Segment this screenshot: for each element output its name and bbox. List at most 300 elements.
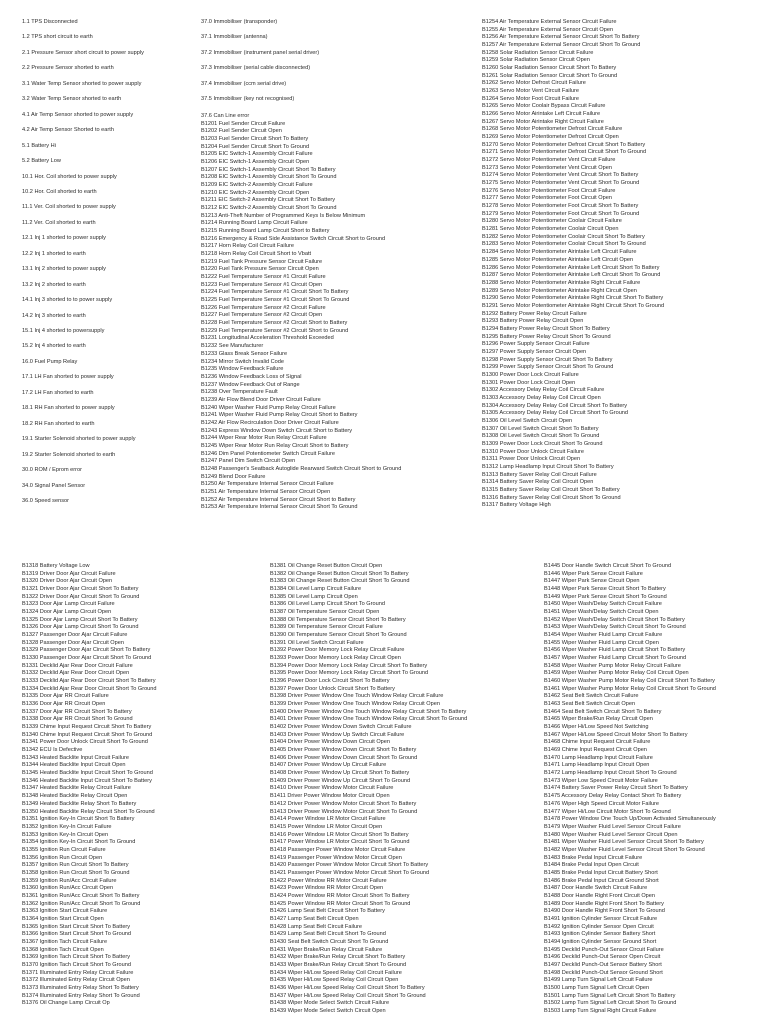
code-line: 10.2 Hor. Coil shorted to earth [22, 188, 97, 195]
code-line: B1273 Servo Motor Potentiometer Vent Circuit Open [482, 164, 612, 171]
code-line: B1391 Oil Level Switch Circuit Failure [270, 639, 364, 646]
code-line: 17.1 LH Fan shorted to power supply [22, 374, 114, 381]
code-line: B1451 Wiper Wash/Delay Switch Circuit Open [544, 609, 659, 616]
code-line: B1400 Driver Power Window One Touch Window Relay Circuit Short To Battery [270, 708, 467, 715]
code-line: B1376 Oil Change Lamp Circuit Op [22, 1000, 110, 1007]
code-line: B1328 Passenger Door Ajar Circuit Open [22, 639, 124, 646]
code-line: B1491 Ignition Cylinder Sensor Circuit Failure [544, 915, 658, 922]
code-line: B1303 Accessory Delay Relay Coil Circuit Open [482, 394, 601, 401]
code-line: 37.4 Immobiliser (ccm serial drive) [201, 80, 287, 87]
code-line: B1494 Ignition Cylinder Sensor Ground Short [544, 938, 657, 945]
code-line: B1226 Fuel Temperature Sensor #2 Circuit Failure [201, 304, 326, 311]
code-line: B1279 Servo Motor Potentiometer Foot Circuit Short To Ground [482, 210, 640, 217]
code-line: B1237 Window Feedback Out of Range [201, 381, 300, 388]
code-line: B1354 Ignition Key-In Circuit Short To Ground [22, 839, 136, 846]
code-line: B1299 Power Supply Sensor Circuit Short To Ground [482, 364, 614, 371]
code-line: B1483 Brake Pedal Input Circuit Failure [544, 854, 643, 861]
code-line: B1240 Wiper Washer Fluid Pump Relay Circuit Failure [201, 404, 336, 411]
code-line: B1259 Solar Radiation Sensor Circuit Open [482, 57, 590, 64]
code-line: B1430 Seat Belt Switch Circuit Short To Ground [270, 938, 389, 945]
code-line: B1275 Servo Motor Potentiometer Vent Circuit Short To Ground [482, 180, 640, 187]
code-line: B1302 Accessory Delay Relay Coil Circuit Failure [482, 387, 605, 394]
code-line: B1243 Express Window Down Switch Circuit Short to Battery [201, 427, 353, 434]
code-line: B1435 Wiper Hi/Low Speed Relay Coil Circuit Open [270, 977, 399, 984]
code-line: B1321 Driver Door Ajar Circuit Short To Battery [22, 586, 139, 593]
code-line: B1231 Longitudinal Acceleration Threshold Exceeded [201, 335, 334, 342]
code-line: B1429 Lamp Seat Belt Circuit Short To Ground [270, 931, 386, 938]
code-line: B1496 Decklid Punch-Out Sensor Open Circuit [544, 954, 661, 961]
code-line: B1502 Lamp Turn Signal Left Circuit Short To Ground [544, 1000, 677, 1007]
code-line: B1382 Oil Change Reset Button Circuit Short To Battery [270, 570, 409, 577]
code-line: B1464 Seat Belt Switch Circuit Short To Battery [544, 708, 662, 715]
code-line: B1460 Wiper Washer Pump Motor Relay Coil Circuit Short To Battery [544, 678, 715, 685]
code-line: 2.2 Pressure Sensor shorted to earth [22, 65, 114, 72]
code-line: B1455 Wiper Washer Fluid Lamp Circuit Open [544, 639, 659, 646]
code-line: B1210 EIC Switch-2 Assembly Circuit Open [201, 189, 310, 196]
code-line: B1426 Lamp Seat Belt Circuit Short To Battery [270, 908, 385, 915]
code-line: B1465 Wiper Brake/Run Relay Circuit Open [544, 716, 653, 723]
code-line: B1363 Ignition Start Circuit Failure [22, 908, 108, 915]
code-line: B1305 Accessory Delay Relay Coil Circuit Short To Ground [482, 410, 629, 417]
code-line: B1487 Door Handle Switch Circuit Failure [544, 885, 648, 892]
code-line: B1215 Running Board Lamp Circuit Short to Battery [201, 228, 330, 235]
code-line: 11.2 Ver. Coil shorted to earth [22, 219, 96, 226]
code-line: B1421 Passenger Power Window Motor Circuit Short To Ground [270, 869, 430, 876]
code-line: B1264 Servo Motor Foot Circuit Failure [482, 95, 579, 102]
code-line: B1327 Passenger Door Ajar Circuit Failure [22, 632, 128, 639]
code-line: B1351 Ignition Key-In Circuit Short To Battery [22, 816, 135, 823]
code-line: B1413 Driver Power Window Motor Circuit Short To Ground [270, 808, 418, 815]
code-line: B1304 Accessory Delay Relay Coil Circuit Short To Battery [482, 402, 628, 409]
code-line: B1265 Servo Motor Coolair Bypass Circuit Failure [482, 103, 606, 110]
section2-right-column [544, 563, 766, 1016]
code-line: B1340 Chime Input Request Circuit Short To Ground [22, 731, 153, 738]
code-line: 3.2 Water Temp Sensor shorted to earth [22, 96, 122, 103]
code-line: B1492 Ignition Cylinder Sensor Open Circuit [544, 923, 654, 930]
code-line: B1437 Wiper Hi/Low Speed Relay Coil Circuit Short To Ground [270, 992, 426, 999]
code-line: B1344 Heated Backlite Input Circuit Open [22, 762, 126, 769]
code-line: B1392 Power Door Memory Lock Relay Circuit Failure [270, 647, 405, 654]
code-line: B1252 Air Temperature Internal Sensor Circuit Short to Battery [201, 496, 356, 503]
code-line: B1500 Lamp Turn Signal Left Circuit Open [544, 984, 650, 991]
code-line: B1286 Servo Motor Potentiometer Airintake Left Circuit Short To Battery [482, 264, 660, 271]
code-line: 18.2 RH Fan shorted to earth [22, 420, 95, 427]
code-line: B1334 Decklid Ajar Rear Door Circuit Short To Ground [22, 685, 157, 692]
code-line: B1267 Servo Motor Airintake Right Circuit Failure [482, 118, 604, 125]
code-line: B1339 Chime Input Request Circuit Short To Battery [22, 724, 152, 731]
code-line: B1416 Power Window LR Motor Circuit Short To Battery [270, 831, 409, 838]
code-line: 12.2 Inj 1 shorted to earth [22, 250, 86, 257]
code-line: B1403 Driver Power Window Up Switch Circuit Failure [270, 731, 405, 738]
code-line: B1448 Wiper Park Sense Circuit Short To Battery [544, 586, 666, 593]
code-line: B1224 Fuel Temperature Sensor #1 Circuit Short To Battery [201, 289, 349, 296]
code-line: B1457 Wiper Washer Fluid Lamp Circuit Short To Ground [544, 655, 687, 662]
code-line: B1438 Wiper Mode Select Switch Circuit Failure [270, 1000, 390, 1007]
code-line: B1461 Wiper Washer Pump Motor Relay Coil Circuit Short To Ground [544, 685, 716, 692]
code-line: B1384 Oil Level Lamp Circuit Failure [270, 586, 362, 593]
code-line: B1394 Power Door Memory Lock Relay Circuit Short To Battery [270, 662, 428, 669]
code-line: B1248 Passenger's Seatback Autoglide Rearward Switch Circuit Short to Ground [201, 465, 402, 472]
code-line: B1385 Oil Level Lamp Circuit Open [270, 593, 358, 600]
code-line: B1229 Fuel Temperature Sensor #2 Circuit Short to Ground [201, 327, 349, 334]
code-line: B1235 Window Feedback Failure [201, 366, 284, 373]
code-line: B1357 Ignition Run Circuit Short To Battery [22, 862, 129, 869]
code-line: B1201 Fuel Sender Circuit Failure [201, 120, 286, 127]
code-line: B1481 Wiper Washer Fluid Level Sensor Circuit Short To Battery [544, 839, 704, 846]
code-line: B1446 Wiper Park Sense Circuit Failure [544, 570, 643, 577]
code-line: 4.2 Air Temp Sensor Shorted to earth [22, 127, 114, 134]
code-line: B1314 Battery Saver Relay Coil Circuit Open [482, 479, 594, 486]
code-line: B1477 Wiper Hi/Low Circuit Motor Short To Ground [544, 808, 671, 815]
code-line: B1287 Servo Motor Potentiometer Airintake Left Circuit Short To Ground [482, 272, 661, 279]
code-line: B1232 See Manufacturer [201, 343, 264, 350]
code-line: B1241 Wiper Washer Fluid Pump Relay Circuit Short to Battery [201, 412, 358, 419]
code-line: B1255 Air Temperature External Sensor Circuit Open [482, 26, 614, 33]
code-line: B1488 Door Handle Right Front Circuit Open [544, 892, 655, 899]
code-line: B1308 Oil Level Switch Circuit Short To Ground [482, 433, 600, 440]
code-line: B1424 Power Window RR Motor Circuit Short To Battery [270, 892, 410, 899]
code-line: B1468 Chime Input Request Circuit Failure [544, 739, 651, 746]
code-line: 13.2 Inj 2 shorted to earth [22, 281, 86, 288]
code-line: B1348 Heated Backlite Relay Circuit Open [22, 793, 128, 800]
code-line: 1.1 TPS Disconnected [22, 19, 78, 25]
code-line: B1369 Ignition Tach Circuit Short To Battery [22, 954, 130, 961]
code-line: 12.1 Inj 1 shorted to power supply [22, 235, 106, 242]
code-line: B1420 Passenger Power Window Motor Circuit Short To Battery [270, 862, 429, 869]
code-line: B1368 Ignition Tach Circuit Open [22, 946, 104, 953]
code-line: B1365 Ignition Start Circuit Short To Battery [22, 923, 131, 930]
code-line: 11.1 Ver. Coil shorted to power supply [22, 204, 116, 211]
code-line: B1454 Wiper Washer Fluid Lamp Circuit Failure [544, 632, 663, 639]
code-line: B1374 Illuminated Entry Relay Short To Ground [22, 992, 140, 999]
code-line: B1388 Oil Temperature Sensor Circuit Short To Battery [270, 616, 406, 623]
code-line: B1346 Heated Backlite Input Circuit Short To Battery [22, 777, 152, 784]
code-line: B1466 Wiper Hi/Low Speed Not Switching [544, 724, 649, 731]
code-line: B1490 Door Handle Right Front Short To Ground [544, 908, 665, 915]
code-line: B1428 Lamp Seat Belt Circuit Failure [270, 923, 363, 930]
code-line: B1317 Battery Voltage High [482, 502, 551, 509]
code-line: B1358 Ignition Run Circuit Short To Ground [22, 869, 130, 876]
code-line: B1319 Driver Door Ajar Circuit Failure [22, 570, 116, 577]
code-line: 37.3 Immobiliser (serial cable disconnected) [201, 65, 311, 72]
code-line: B1360 Ignition Run/Acc Circuit Open [22, 885, 114, 892]
code-line: B1478 Power Window One Touch Up/Down Activated Simultaneously [544, 816, 716, 823]
code-line: B1223 Fuel Temperature Sensor #1 Circuit Open [201, 281, 323, 288]
section1-right-column [482, 19, 764, 510]
code-line: B1432 Wiper Brake/Run Relay Circuit Short To Battery [270, 954, 406, 961]
code-line: B1234 Mirror Switch Invalid Code [201, 358, 285, 365]
code-line: B1337 Door Ajar RR Circuit Short To Battery [22, 708, 132, 715]
section2-middle-column [270, 563, 546, 1016]
code-line: 19.2 Starter Solenoid shorted to earth [22, 451, 116, 458]
code-line: 15.1 Inj 4 shorted to powersupply [22, 328, 105, 334]
code-line: B1447 Wiper Park Sense Circuit Open [544, 578, 640, 585]
code-line: B1352 Ignition Key-In Circuit Failure [22, 823, 112, 830]
code-line: B1467 Wiper Hi/Low Speed Circuit Motor Short To Battery [544, 731, 688, 738]
code-line: B1419 Passenger Power Window Motor Circuit Open [270, 854, 402, 861]
code-line: B1330 Passenger Door Ajar Circuit Short To Ground [22, 655, 152, 662]
code-line: B1390 Oil Temperature Sensor Circuit Short To Ground [270, 632, 407, 639]
code-line: B1373 Illuminated Entry Relay Short To Battery [22, 984, 139, 991]
code-line: B1381 Oil Change Reset Button Circuit Open [270, 563, 383, 569]
code-line: 5.2 Battery Low [22, 158, 61, 165]
code-line: B1329 Passenger Door Ajar Circuit Short To Battery [22, 647, 151, 654]
code-line: B1202 Fuel Sender Circuit Open [201, 128, 282, 135]
code-line: B1315 Battery Saver Relay Coil Circuit Short To Battery [482, 486, 620, 493]
code-line: B1297 Power Supply Sensor Circuit Open [482, 348, 587, 355]
code-line: B1256 Air Temperature External Sensor Circuit Short To Battery [482, 34, 640, 41]
code-line: B1405 Driver Power Window Down Circuit Short To Battery [270, 747, 417, 754]
code-line: B1353 Ignition Key-In Circuit Open [22, 831, 109, 838]
code-line: B1498 Decklid Punch-Out Sensor Ground Short [544, 969, 663, 976]
code-line: B1425 Power Window RR Motor Circuit Short To Ground [270, 900, 411, 907]
code-line: B1359 Ignition Run/Acc Circuit Failure [22, 877, 117, 884]
code-line: B1283 Servo Motor Potentiometer Coolair Circuit Short To Ground [482, 241, 646, 248]
code-line: B1289 Servo Motor Potentiometer Airintake Right Circuit Open [482, 287, 637, 294]
section1-middle-column [201, 113, 479, 512]
code-line: B1347 Heated Backlite Relay Circuit Failure [22, 785, 131, 792]
code-line: B1247 Panel Dim Switch Circuit Open [201, 458, 296, 465]
code-line: B1350 Heated Backlite Relay Circuit Short To Ground [22, 808, 155, 815]
code-line: B1307 Oil Level Switch Circuit Short To Battery [482, 425, 599, 432]
code-line: B1383 Oil Change Reset Button Circuit Short To Ground [270, 578, 410, 585]
code-line: B1474 Battery Saver Power Relay Circuit Short To Battery [544, 785, 688, 792]
code-line: B1212 EIC Switch-2 Assembly Circuit Short To Ground [201, 205, 337, 212]
code-line: B1251 Air Temperature Internal Sensor Circuit Open [201, 488, 331, 495]
code-line: 15.2 Inj 4 shorted to earth [22, 343, 86, 350]
code-line: B1355 Ignition Run Circuit Failure [22, 846, 106, 853]
code-line: B1463 Seat Belt Switch Circuit Open [544, 701, 636, 708]
code-line: B1345 Heated Backlite Input Circuit Short To Ground [22, 770, 153, 777]
code-line: B1484 Brake Pedal Input Open Circuit [544, 862, 639, 869]
code-line: B1260 Solar Radiation Sensor Circuit Short To Battery [482, 65, 617, 72]
code-line: B1361 Ignition Run/Acc Circuit Short To Battery [22, 892, 140, 899]
code-line: B1271 Servo Motor Potentiometer Defrost Circuit Short To Ground [482, 149, 647, 156]
code-line: B1387 Oil Temperature Sensor Circuit Open [270, 609, 380, 616]
code-line: B1218 Horn Relay Coil Circuit Short to Vbatt [201, 251, 312, 258]
code-line: B1205 EIC Switch-1 Assembly Circuit Failure [201, 151, 313, 158]
code-line: 37.5 Immobiliser (key not recognised) [201, 96, 295, 103]
code-line: B1370 Ignition Tach Circuit Short To Ground [22, 961, 131, 968]
code-line: B1401 Driver Power Window One Touch Window Relay Circuit Short To Ground [270, 716, 468, 723]
code-line: B1316 Battery Saver Relay Coil Circuit Short To Ground [482, 494, 621, 501]
code-line: B1333 Decklid Ajar Rear Door Circuit Short To Battery [22, 678, 156, 685]
code-line: B1227 Fuel Temperature Sensor #2 Circuit Open [201, 312, 323, 319]
code-line: 13.1 Inj 2 shorted to power supply [22, 266, 106, 273]
code-line: B1439 Wiper Mode Select Switch Circuit Open [270, 1007, 386, 1014]
code-line: B1398 Driver Power Window One Touch Window Relay Circuit Failure [270, 693, 444, 700]
code-line: B1459 Wiper Washer Pump Motor Relay Coil Circuit Open [544, 670, 689, 677]
code-line: B1431 Wiper Brake/Run Relay Circuit Failure [270, 946, 383, 953]
code-line: B1479 Wiper Washer Fluid Level Sensor Circuit Failure [544, 823, 681, 830]
code-line: B1324 Door Ajar Lamp Circuit Open [22, 609, 112, 616]
code-line: B1285 Servo Motor Potentiometer Airintake Left Circuit Open [482, 256, 634, 263]
code-line: 3.1 Water Temp Sensor shorted to power supply [22, 80, 142, 87]
code-line: B1411 Driver Power Window Motor Circuit Open [270, 793, 390, 800]
code-line: B1239 Air Flow Blend Door Driver Circuit Failure [201, 396, 321, 403]
code-line: B1499 Lamp Turn Signal Left Circuit Failure [544, 977, 653, 984]
code-line: B1417 Power Window LR Motor Circuit Short To Ground [270, 839, 410, 846]
code-line: B1503 Lamp Turn Signal Right Circuit Failure [544, 1007, 657, 1014]
code-line: B1434 Wiper Hi/Low Speed Relay Coil Circuit Failure [270, 969, 402, 976]
code-line: B1312 Lamp Headlamp Input Circuit Short To Battery [482, 463, 614, 470]
code-line: B1469 Chime Input Request Circuit Open [544, 747, 647, 754]
code-line: B1238 Over Temperature Fault [201, 389, 278, 396]
code-line: B1338 Door Ajar RR Circuit Short To Ground [22, 716, 133, 723]
code-line: B1480 Wiper Washer Fluid Level Sensor Circuit Open [544, 831, 678, 838]
code-line: B1211 EIC Switch-2 Assembly Circuit Short To Battery [201, 197, 336, 204]
code-line: B1371 Illuminated Entry Relay Circuit Failure [22, 969, 134, 976]
code-line: B1458 Wiper Washer Pump Motor Relay Circuit Failure [544, 662, 681, 669]
code-line: B1410 Driver Power Window Motor Circuit Failure [270, 785, 394, 792]
code-line: B1336 Door Ajar RR Circuit Open [22, 701, 106, 708]
code-line: B1404 Driver Power Window Down Circuit Open [270, 739, 391, 746]
code-line: B1262 Servo Motor Defrost Circuit Failure [482, 80, 586, 87]
code-line: B1489 Door Handle Right Front Short To Battery [544, 900, 664, 907]
section1-middle-top-column [201, 19, 471, 109]
code-line: B1471 Lamp Headlamp Input Circuit Open [544, 762, 650, 769]
code-line: B1395 Power Door Memory Lock Relay Circuit Short To Ground [270, 670, 429, 677]
code-line: 16.0 Fuel Pump Relay [22, 358, 78, 365]
code-line: B1318 Battery Voltage Low [22, 563, 90, 569]
code-line: 37.2 Immobiliser (instrument panel serial driver) [201, 49, 320, 56]
code-line: 4.1 Air Temp Sensor shorted to power supply [22, 111, 134, 118]
code-line: B1236 Window Feedback Loss of Signal [201, 373, 302, 380]
code-line: B1220 Fuel Tank Pressure Sensor Circuit Open [201, 266, 319, 273]
code-line: B1427 Lamp Seat Belt Circuit Open [270, 915, 359, 922]
code-line: 34.0 Signal Panel Sensor [22, 482, 86, 489]
code-line: B1208 EIC Switch-1 Assembly Circuit Short To Ground [201, 174, 337, 181]
code-line: B1249 Blend Door Failure [201, 473, 266, 480]
code-line: B1408 Driver Power Window Up Circuit Short To Battery [270, 770, 410, 777]
code-line: 36.0 Speed sensor [22, 497, 69, 504]
code-line: B1266 Servo Motor Airintake Left Circuit Failure [482, 111, 601, 118]
code-line: B1242 Air Flow Recirculation Door Driver Circuit Failure [201, 419, 339, 426]
code-line: B1472 Lamp Headlamp Input Circuit Short To Ground [544, 770, 677, 777]
code-line: B1386 Oil Level Lamp Circuit Short To Ground [270, 601, 385, 608]
code-line: B1213 Anti-Theft Number of Programmed Keys Is Below Minimum [201, 212, 366, 219]
code-line: 10.1 Hor. Coil shorted to power supply [22, 173, 117, 180]
code-line: B1485 Brake Pedal Input Circuit Battery Short [544, 869, 658, 876]
code-line: B1397 Power Door Unlock Circuit Short To Battery [270, 685, 395, 692]
code-line: B1362 Ignition Run/Acc Circuit Short To Ground [22, 900, 141, 907]
code-line: B1323 Door Ajar Lamp Circuit Failure [22, 601, 115, 608]
code-line: B1269 Servo Motor Potentiometer Defrost Circuit Open [482, 134, 619, 141]
code-line: B1367 Ignition Tach Circuit Failure [22, 938, 108, 945]
code-line: B1294 Battery Power Relay Circuit Short To Battery [482, 325, 610, 332]
code-line: 14.1 Inj 3 shorted to to power supply [22, 297, 113, 304]
code-line: B1325 Door Ajar Lamp Circuit Short To Battery [22, 616, 138, 623]
code-line: B1209 EIC Switch-2 Assembly Circuit Failure [201, 182, 313, 189]
code-line: B1204 Fuel Sender Circuit Short To Ground [201, 143, 310, 150]
code-line: B1290 Servo Motor Potentiometer Airintake Right Circuit Short To Battery [482, 295, 664, 302]
code-line: B1245 Wiper Rear Motor Run Relay Circuit Short to Battery [201, 442, 349, 449]
code-line: B1278 Servo Motor Potentiometer Foot Circuit Short To Battery [482, 203, 639, 210]
code-line: B1233 Glass Break Sensor Failure [201, 350, 288, 357]
code-line: B1254 Air Temperature External Sensor Circuit Failure [482, 19, 617, 25]
code-line: B1450 Wiper Wash/Delay Switch Circuit Failure [544, 601, 662, 608]
code-line: 37.0 Immobiliser (transponder) [201, 19, 278, 25]
code-line: B1258 Solar Radiation Sensor Circuit Failure [482, 49, 594, 56]
code-line: B1309 Power Door Lock Circuit Short To Ground [482, 440, 603, 447]
code-line: B1356 Ignition Run Circuit Open [22, 854, 103, 861]
code-line: B1402 Driver Power Window Down Switch Circuit Failure [270, 724, 412, 731]
code-line: B1389 Oil Temperature Sensor Circuit Failure [270, 624, 383, 631]
code-line: B1406 Driver Power Window Down Circuit Short To Ground [270, 754, 418, 761]
code-line: B1452 Wiper Wash/Delay Switch Circuit Short To Battery [544, 616, 685, 623]
code-line: B1462 Seat Belt Switch Circuit Failure [544, 693, 639, 700]
code-line: B1253 Air Temperature Internal Sensor Circuit Short To Ground [201, 504, 358, 511]
code-line: B1349 Heated Backlite Relay Short To Battery [22, 800, 137, 807]
code-line: 37.1 Immobiliser (antenna) [201, 34, 268, 41]
code-line: B1293 Battery Power Relay Circuit Open [482, 318, 584, 325]
code-line: B1423 Power Window RR Motor Circuit Open [270, 885, 384, 892]
code-line: B1332 Decklid Ajar Rear Door Circuit Open [22, 670, 130, 677]
code-line: B1320 Driver Door Ajar Circuit Open [22, 578, 113, 585]
code-line: B1263 Servo Motor Vent Circuit Failure [482, 88, 580, 95]
code-line: B1456 Wiper Washer Fluid Lamp Circuit Short To Battery [544, 647, 686, 654]
code-line: B1335 Door Ajar RR Circuit Failure [22, 693, 109, 700]
code-line: B1415 Power Window LR Motor Circuit Open [270, 823, 383, 830]
code-line: B1493 Ignition Cylinder Sensor Battery Short [544, 931, 656, 938]
code-line: B1250 Air Temperature Internal Sensor Circuit Failure [201, 481, 334, 488]
code-line: B1274 Servo Motor Potentiometer Vent Circuit Short To Battery [482, 172, 639, 179]
code-line: B1342 ECU Is Defective [22, 747, 83, 754]
code-line: B1301 Power Door Lock Circuit Open [482, 379, 576, 386]
code-line: B1495 Decklid Punch-Out Sensor Circuit Failure [544, 946, 664, 953]
code-line: B1296 Power Supply Sensor Circuit Failure [482, 341, 590, 348]
code-line: B1261 Solar Radiation Sensor Circuit Short To Ground [482, 72, 618, 79]
code-line: B1393 Power Door Memory Lock Relay Circuit Open [270, 655, 401, 662]
code-line: B1270 Servo Motor Potentiometer Defrost Circuit Short To Battery [482, 141, 646, 148]
code-line: B1281 Servo Motor Potentiometer Coolair Circuit Open [482, 226, 619, 233]
code-line: B1436 Wiper Hi/Low Speed Relay Coil Circuit Short To Battery [270, 984, 425, 991]
code-line: B1310 Power Door Unlock Circuit Failure [482, 448, 584, 455]
code-line: B1399 Driver Power Window One Touch Window Relay Circuit Open [270, 701, 440, 708]
code-line: B1272 Servo Motor Potentiometer Vent Circuit Failure [482, 157, 616, 164]
code-line: B1298 Power Supply Sensor Circuit Short To Battery [482, 356, 613, 363]
code-line: B1322 Driver Door Ajar Circuit Short To Ground [22, 593, 140, 600]
code-line: B1449 Wiper Park Sense Circuit Short To Ground [544, 593, 667, 600]
section2-left-column [22, 563, 266, 1008]
code-line: B1217 Horn Relay Coil Circuit Failure [201, 243, 294, 250]
code-line: 5.1 Battery Hi [22, 142, 56, 149]
code-line: B1225 Fuel Temperature Sensor #1 Circuit Short To Ground [201, 297, 350, 304]
code-line: B1222 Fuel Temperature Sensor #1 Circuit Failure [201, 274, 326, 281]
section1-left-column [22, 19, 198, 519]
code-line: B1422 Power Window RR Motor Circuit Failure [270, 877, 387, 884]
code-line: B1409 Driver Power Window Up Circuit Short To Ground [270, 777, 411, 784]
code-line: B1216 Emergency & Road Side Assistance Switch Circuit Short to Ground [201, 235, 386, 242]
code-line: B1476 Wiper High Speed Circuit Motor Failure [544, 800, 660, 807]
code-line: B1341 Power Door Unlock Circuit Short To Ground [22, 739, 148, 746]
code-line: B1412 Driver Power Window Motor Circuit Short To Battery [270, 800, 417, 807]
code-line: B1473 Wiper Low Speed Circuit Motor Failure [544, 777, 658, 784]
code-line: B1445 Door Handle Switch Circuit Short To Ground [544, 563, 672, 569]
code-line: B1418 Passenger Power Window Motor Circuit Failure [270, 846, 406, 853]
code-line: 17.2 LH Fan shorted to earth [22, 389, 94, 396]
code-line: 14.2 Inj 3 shorted to earth [22, 312, 86, 319]
code-line: B1414 Power Window LR Motor Circuit Failure [270, 816, 386, 823]
code-line: B1501 Lamp Turn Signal Left Circuit Short To Battery [544, 992, 676, 999]
code-line: B1486 Brake Pedal Input Circuit Ground Short [544, 877, 659, 884]
code-line: B1366 Ignition Start Circuit Short To Ground [22, 931, 132, 938]
code-line: B1372 Illuminated Entry Relay Circuit Open [22, 977, 130, 984]
code-line: B1343 Heated Backlite Input Circuit Failure [22, 754, 129, 761]
code-line: B1276 Servo Motor Potentiometer Foot Circuit Failure [482, 187, 616, 194]
code-line: B1246 Dim Panel Potentiometer Switch Circuit Failure [201, 450, 335, 457]
code-line: B1482 Wiper Washer Fluid Level Sensor Circuit Short To Ground [544, 846, 705, 853]
